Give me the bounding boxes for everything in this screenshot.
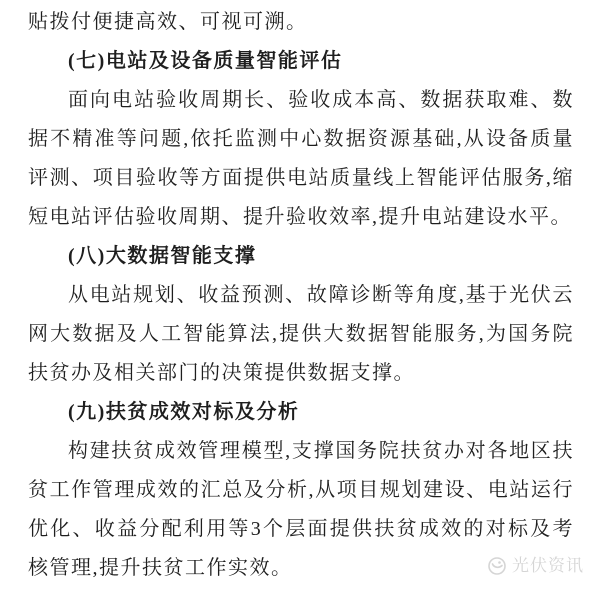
- watermark-label: 光伏资讯: [512, 556, 584, 575]
- watermark: [487, 556, 584, 576]
- section-heading-7: (七)电站及设备质量智能评估: [68, 50, 343, 72]
- section-9-paragraph: 构建扶贫成效管理模型,支撑国务院扶贫办对各地区扶贫工作管理成效的汇总及分析,从项目规划建设、电站运行优化、收益分配利用等3个层面提供扶贫成效的对标及考核管理,提升扶贫工作实效。: [28, 440, 574, 579]
- section-7-paragraph: 面向电站验收周期长、验收成本高、数据获取难、数据不精准等问题,依托监测中心数据资源基础,从设备质量评测、项目验收等方面提供电站质量线上智能评估服务,缩短电站评估验收周期、提升验收效率,提升电站建设水平。: [28, 89, 574, 228]
- pv-news-logo-icon: [487, 556, 507, 576]
- section-heading-8: (八)大数据智能支撑: [68, 245, 257, 267]
- paragraph-continuation: 贴拨付便捷高效、可视可溯。: [28, 11, 308, 33]
- section-heading-9: (九)扶贫成效对标及分析: [68, 401, 300, 423]
- section-8-paragraph: 从电站规划、收益预测、故障诊断等角度,基于光伏云网大数据及人工智能算法,提供大数据智能服务,为国务院扶贫办及相关部门的决策提供数据支撑。: [28, 284, 574, 384]
